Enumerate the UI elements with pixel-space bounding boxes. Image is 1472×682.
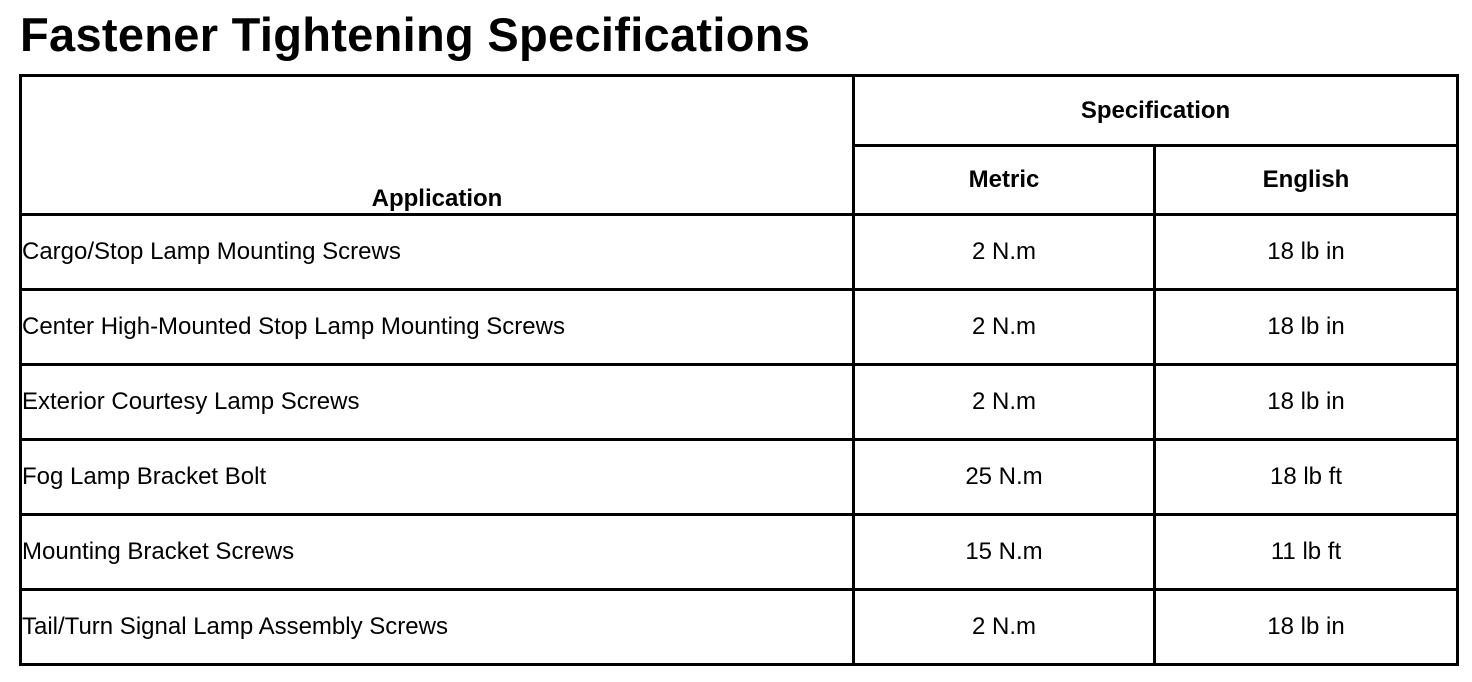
page-title: Fastener Tightening Specifications xyxy=(20,8,811,61)
english-cell: 18 lb in xyxy=(1155,365,1458,440)
fastener-spec-table xyxy=(19,74,1459,666)
application-cell: Tail/Turn Signal Lamp Assembly Screws xyxy=(21,590,854,665)
table-row xyxy=(21,215,1458,290)
metric-cell: 15 N.m xyxy=(854,515,1155,590)
column-header-metric: Metric xyxy=(854,146,1155,215)
table-row xyxy=(21,290,1458,365)
column-header-specification: Specification xyxy=(854,76,1458,146)
application-cell: Center High-Mounted Stop Lamp Mounting Screws xyxy=(21,290,854,365)
english-cell: 18 lb in xyxy=(1155,215,1458,290)
metric-cell: 2 N.m xyxy=(854,365,1155,440)
metric-cell: 2 N.m xyxy=(854,215,1155,290)
metric-cell: 2 N.m xyxy=(854,590,1155,665)
english-cell: 11 lb ft xyxy=(1155,515,1458,590)
column-header-english: English xyxy=(1155,146,1458,215)
table-row xyxy=(21,515,1458,590)
english-cell: 18 lb in xyxy=(1155,590,1458,665)
metric-cell: 2 N.m xyxy=(854,290,1155,365)
application-cell: Mounting Bracket Screws xyxy=(21,515,854,590)
table-row xyxy=(21,440,1458,515)
table-header-row xyxy=(21,76,1458,146)
table-row xyxy=(21,365,1458,440)
application-cell: Exterior Courtesy Lamp Screws xyxy=(21,365,854,440)
english-cell: 18 lb in xyxy=(1155,290,1458,365)
english-cell: 18 lb ft xyxy=(1155,440,1458,515)
metric-cell: 25 N.m xyxy=(854,440,1155,515)
table-row xyxy=(21,590,1458,665)
application-cell: Cargo/Stop Lamp Mounting Screws xyxy=(21,215,854,290)
application-cell: Fog Lamp Bracket Bolt xyxy=(21,440,854,515)
column-header-application: Application xyxy=(21,76,854,215)
